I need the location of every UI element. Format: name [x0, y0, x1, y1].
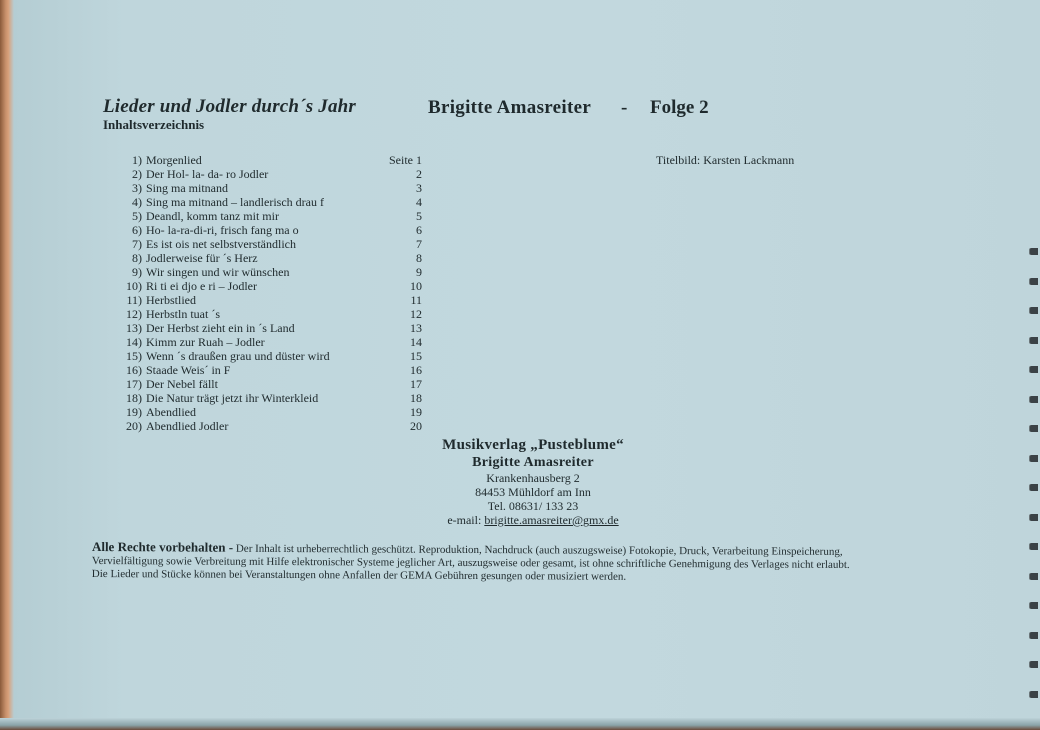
toc-num: 3) [132, 181, 142, 195]
issue-label: Folge 2 [650, 97, 709, 118]
toc-page: 2 [416, 167, 422, 181]
toc-row [118, 153, 428, 167]
binding-ring [1030, 632, 1038, 639]
publisher-street: Krankenhausberg 2 [486, 471, 580, 485]
toc-title: Herbstlied [146, 293, 196, 307]
toc-title: Kimm zur Ruah – Jodler [146, 335, 265, 349]
toc-row [118, 223, 428, 237]
toc-title: Ri ti ei djo e ri – Jodler [146, 279, 257, 293]
toc-title: Der Hol- la- da- ro Jodler [146, 167, 269, 181]
toc-page: 12 [410, 307, 422, 321]
binding-ring [1030, 396, 1038, 403]
toc-page: 7 [416, 237, 422, 251]
publisher-name: Musikverlag „Pusteblume“ [442, 437, 624, 453]
cover-credit: Titelbild: Karsten Lackmann [656, 153, 795, 167]
toc-row [118, 405, 428, 419]
toc-title: Jodlerweise für ´s Herz [146, 251, 258, 265]
toc-num: 7) [132, 237, 142, 251]
toc-row [118, 237, 428, 251]
toc-num: 14) [126, 335, 142, 349]
toc-page: 19 [410, 405, 422, 419]
toc-num: 8) [132, 251, 142, 265]
toc-title: Sing ma mitnand – landlerisch drau f [146, 195, 324, 209]
toc-title: Deandl, komm tanz mit mir [146, 209, 279, 223]
toc-num: 5) [132, 209, 142, 223]
rights-text-2: Vervielfältigung sowie Verbreitung mit Hilfe elektronischer Systeme jeglicher Art, auszugsweise oder gesamt, ist ohne schriftliche Genehmigung des Verlages nicht erlaubt. [91, 554, 850, 571]
toc-title: Der Herbst zieht ein in ´s Land [146, 321, 295, 335]
toc-row [118, 251, 428, 265]
binding-ring [1030, 543, 1038, 550]
toc-title: Der Nebel fällt [146, 377, 218, 391]
toc-row [118, 363, 428, 377]
rights-text-3: Die Lieder und Stücke können bei Veranstaltungen ohne Anfallen der GEMA Gebühren gesungen oder musiziert werden. [91, 567, 627, 583]
toc-row [118, 377, 428, 391]
rights-heading: Alle Rechte vorbehalten - [91, 539, 234, 555]
toc-num: 15) [126, 349, 142, 363]
email-link[interactable]: brigitte.amasreiter@gmx.de [484, 513, 619, 527]
toc-page: Seite 1 [389, 153, 422, 167]
toc-num: 1) [132, 153, 142, 167]
email-label: e-mail: [447, 513, 482, 527]
toc-page: 18 [410, 391, 422, 405]
toc-page: 15 [410, 349, 422, 363]
toc-num: 2) [132, 167, 142, 181]
toc-row [118, 349, 428, 363]
toc-page: 17 [410, 377, 422, 391]
toc-row [118, 335, 428, 349]
toc-page: 3 [416, 181, 422, 195]
toc-num: 13) [126, 321, 142, 335]
toc-row [118, 209, 428, 223]
toc-title: Staade Weis´ in F [146, 363, 231, 377]
binding-ring [1030, 248, 1038, 255]
toc-num: 12) [126, 307, 142, 321]
publisher-city: 84453 Mühldorf am Inn [475, 485, 591, 499]
toc-num: 17) [126, 377, 142, 391]
book-title: Lieder und Jodler durch´s Jahr [103, 96, 357, 117]
toc-num: 11) [126, 293, 142, 307]
publisher-block [400, 437, 666, 527]
binding-ring [1030, 602, 1038, 609]
toc-page: 13 [410, 321, 422, 335]
author-name: Brigitte Amasreiter [428, 97, 592, 118]
toc-page: 11 [410, 293, 422, 307]
toc-num: 6) [132, 223, 142, 237]
toc-num: 4) [132, 195, 142, 209]
binding-ring [1030, 455, 1038, 462]
toc-page: 16 [410, 363, 422, 377]
toc-heading: Inhaltsverzeichnis [103, 117, 205, 132]
table-of-contents [118, 153, 428, 433]
toc-title: Es ist ois net selbstverständlich [146, 237, 296, 251]
rights-notice [92, 540, 922, 585]
page-bottom-edge [0, 718, 1040, 730]
toc-row [118, 321, 428, 335]
toc-title: Ho- la-ra-di-ri, frisch fang ma o [146, 223, 299, 237]
toc-page: 9 [416, 265, 422, 279]
toc-row [118, 265, 428, 279]
toc-num: 9) [132, 265, 142, 279]
toc-page: 8 [416, 251, 422, 265]
toc-num: 10) [126, 279, 142, 293]
toc-title: Morgenlied [146, 153, 202, 167]
toc-row [118, 181, 428, 195]
binding-ring [1030, 514, 1038, 521]
toc-num: 19) [126, 405, 142, 419]
toc-title: Abendlied Jodler [146, 419, 229, 433]
page-left-edge [0, 0, 14, 730]
binding-ring [1030, 691, 1038, 698]
toc-title: Die Natur trägt jetzt ihr Winterkleid [146, 391, 319, 405]
binding-ring [1030, 337, 1038, 344]
toc-page: 6 [416, 223, 422, 237]
toc-row [118, 279, 428, 293]
binding-ring [1030, 425, 1038, 432]
binding-ring [1030, 307, 1038, 314]
rights-text-1: Der Inhalt ist urheberrechtlich geschützt. Reproduktion, Nachdruck (auch auszugsweise) Fotokopie, Druck, Verarbeitung Einspeicherung, [235, 542, 843, 558]
toc-title: Wenn ´s draußen grau und düster wird [146, 349, 330, 363]
toc-row [118, 419, 428, 433]
toc-num: 16) [126, 363, 142, 377]
binding-ring [1030, 484, 1038, 491]
toc-title: Herbstln tuat ´s [146, 307, 220, 321]
toc-page: 14 [410, 335, 422, 349]
toc-num: 20) [126, 419, 142, 433]
spiral-binding [1026, 0, 1040, 730]
toc-page: 20 [410, 419, 422, 433]
toc-title: Sing ma mitnand [146, 181, 228, 195]
toc-title: Wir singen und wir wünschen [146, 265, 290, 279]
toc-title: Abendlied [146, 405, 196, 419]
toc-page: 5 [416, 209, 422, 223]
toc-page: 10 [410, 279, 422, 293]
toc-page: 4 [416, 195, 422, 209]
toc-row [118, 167, 428, 181]
publisher-person: Brigitte Amasreiter [472, 455, 594, 470]
binding-ring [1030, 661, 1038, 668]
toc-row [118, 293, 428, 307]
toc-row [118, 391, 428, 405]
publisher-email-line [400, 513, 666, 527]
toc-num: 18) [126, 391, 142, 405]
toc-row [118, 195, 428, 209]
title-separator: - [621, 97, 628, 118]
toc-row [118, 307, 428, 321]
binding-ring [1030, 573, 1038, 580]
binding-ring [1030, 278, 1038, 285]
publisher-phone: Tel. 08631/ 133 23 [487, 499, 579, 513]
binding-ring [1030, 366, 1038, 373]
